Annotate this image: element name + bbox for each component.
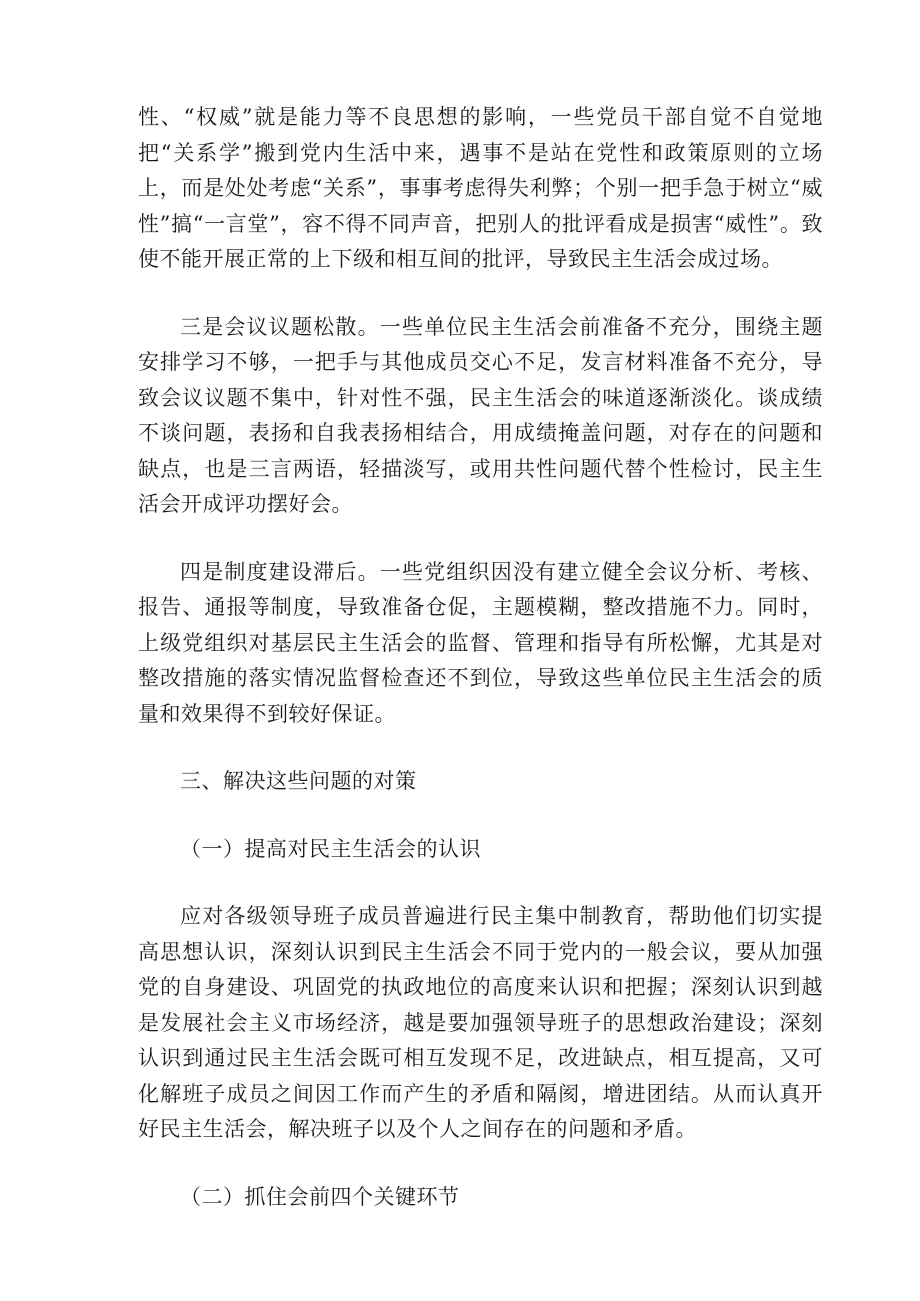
sub-heading-1: （一）提高对民主生活会的认识 [180,836,481,861]
paragraph-point-three: 三是会议议题松散。一些单位民主生活会前准备不充分，围绕主题安排学习不够，一把手与其他成员交心不足，发言材料准备不充分，导致会议议题不集中，针对性不强，民主生活会的味道逐渐淡化。谈成绩不谈问题，表扬和自我表扬相结合，用成绩掩盖问题，对存在的问题和缺点，也是三言两语，轻描淡写，或用共性问题代替个性检讨，民主生活会开成评功摆好会。 [138,314,823,516]
paragraph-after-sub-heading-1: 应对各级领导班子成员普遍进行民主集中制教育，帮助他们切实提高思想认识，深刻认识到民主生活会不同于党内的一般会议，要从加强党的自身建设、巩固党的执政地位的高度来认识和把握；深刻认识到越是发展社会主义市场经济，越是要加强领导班子的思想政治建设；深刻认识到通过民主生活会既可相互发现不足，改进缺点，相互提高，又可化解班子成员之间因工作而产生的矛盾和隔阂，增进团结。从而认真开好民主生活会，解决班子以及个人之间存在的问题和矛盾。 [138,904,823,1141]
sub-heading-2: （二）抓住会前四个关键环节 [180,1184,460,1209]
document-body [138,100,823,1247]
paragraph-point-four: 四是制度建设滞后。一些党组织因没有建立健全会议分析、考核、报告、通报等制度，导致准备仓促，主题模糊，整改措施不力。同时，上级党组织对基层民主生活会的监督、管理和指导有所松懈，尤其是对整改措施的落实情况监督检查还不到位，导致这些单位民主生活会的质量和效果得不到较好保证。 [138,559,823,726]
paragraph-continuation: 性、“权威”就是能力等不良思想的影响，一些党员干部自觉不自觉地把“关系学”搬到党内生活中来，遇事不是站在党性和政策原则的立场上，而是处处考虑“关系”，事事考虑得失利弊；个别一把手急于树立“威性”搞“一言堂”，容不得不同声音，把别人的批评看成是损害“威性”。致使不能开展正常的上下级和相互间的批评，导致民主生活会成过场。 [138,105,823,271]
section-heading: 三、解决这些问题的对策 [180,769,417,793]
